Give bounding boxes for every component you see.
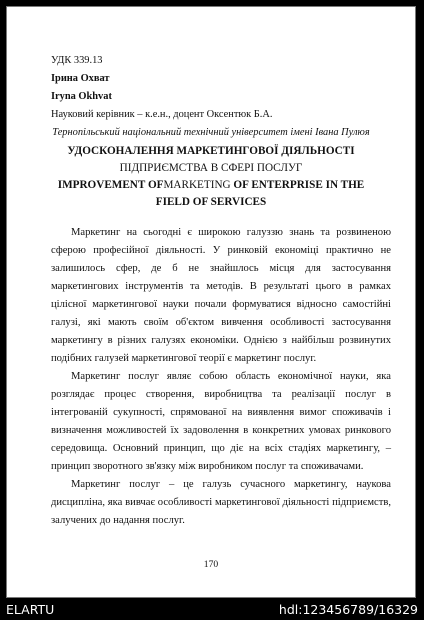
author-name-en: Iryna Okhvat (51, 91, 112, 102)
document-page (6, 6, 416, 598)
title-en-part-2: MARKETING (163, 179, 231, 191)
supervisor-line: Науковий керівник – к.е.н., доцент Оксентюк Б.А. (51, 109, 273, 120)
handle-identifier: hdl:123456789/16329 (278, 602, 418, 617)
body-line: Маркетинг послуг являє собою область економічної науки, яка (71, 371, 391, 382)
body-line: визначення можливостей їх задоволення в конкретних умовах ринкового (51, 425, 391, 436)
body-line: залишилось сфер, де б не знайшлось місця для застосування (51, 263, 391, 274)
body-line: розглядає процес створення, виробництва та реалізації послуг в (51, 389, 391, 400)
body-line: подібних галузей маркетингової теорії є маркетинг послуг. (51, 353, 317, 364)
body-line: середовища. Основний принцип, що діє на всіх стадіях маркетингу, – (51, 443, 391, 454)
author-name-ua: Ірина Охват (51, 73, 110, 84)
body-line: інтегрованій сукупності, спрямованої на виявлення вимог споживачів і (51, 407, 391, 418)
title-en-line-1 (7, 179, 415, 192)
body-line: Маркетинг послуг – це галузь сучасного маркетингу, наукова (71, 479, 391, 490)
title-ua-line-1: УДОСКОНАЛЕННЯ МАРКЕТИНГОВОЇ ДІЯЛЬНОСТІ (67, 145, 355, 157)
repository-name: ELARTU (6, 602, 55, 617)
body-line: Маркетинг на сьогодні є широкою галуззю знань та розвиненою (71, 227, 391, 238)
title-en-part-1: IMPROVEMENT OF (57, 179, 164, 191)
body-line: залучених до надання послуг. (51, 515, 185, 526)
body-line: принцип зворотного зв'язку між виробником послуг та споживачами. (51, 461, 364, 472)
title-en-part-3: OF ENTERPRISE IN THE (230, 179, 365, 191)
body-line: сферою професійної діяльності. У ринковій економіці практично не (51, 245, 391, 256)
affiliation: Тернопільський національний технічний університет імені Івана Пулюя (52, 127, 370, 138)
body-line: маркетингових інструментів та методів. В результаті цього в рамках (51, 281, 391, 292)
body-line: маркетингу в різних галузях економіки. Однією з найбільш розвинутих (51, 335, 391, 346)
title-ua-line-2: ПІДПРИЄМСТВА В СФЕРІ ПОСЛУГ (119, 162, 303, 174)
body-line: цілісної маркетингової науки почали формуватися відносно самостійні (51, 299, 391, 310)
body-line: галузі, які мають своїм об'єктом вивчення особливості застосування (51, 317, 391, 328)
udc-code: УДК 339.13 (51, 55, 103, 66)
page-number: 170 (203, 559, 219, 570)
body-line: дисципліна, яка вивчає особливості маркетингової діяльності підприємств, (51, 497, 391, 508)
title-en-line-2: FIELD OF SERVICES (155, 196, 267, 208)
repository-footer (0, 598, 424, 620)
